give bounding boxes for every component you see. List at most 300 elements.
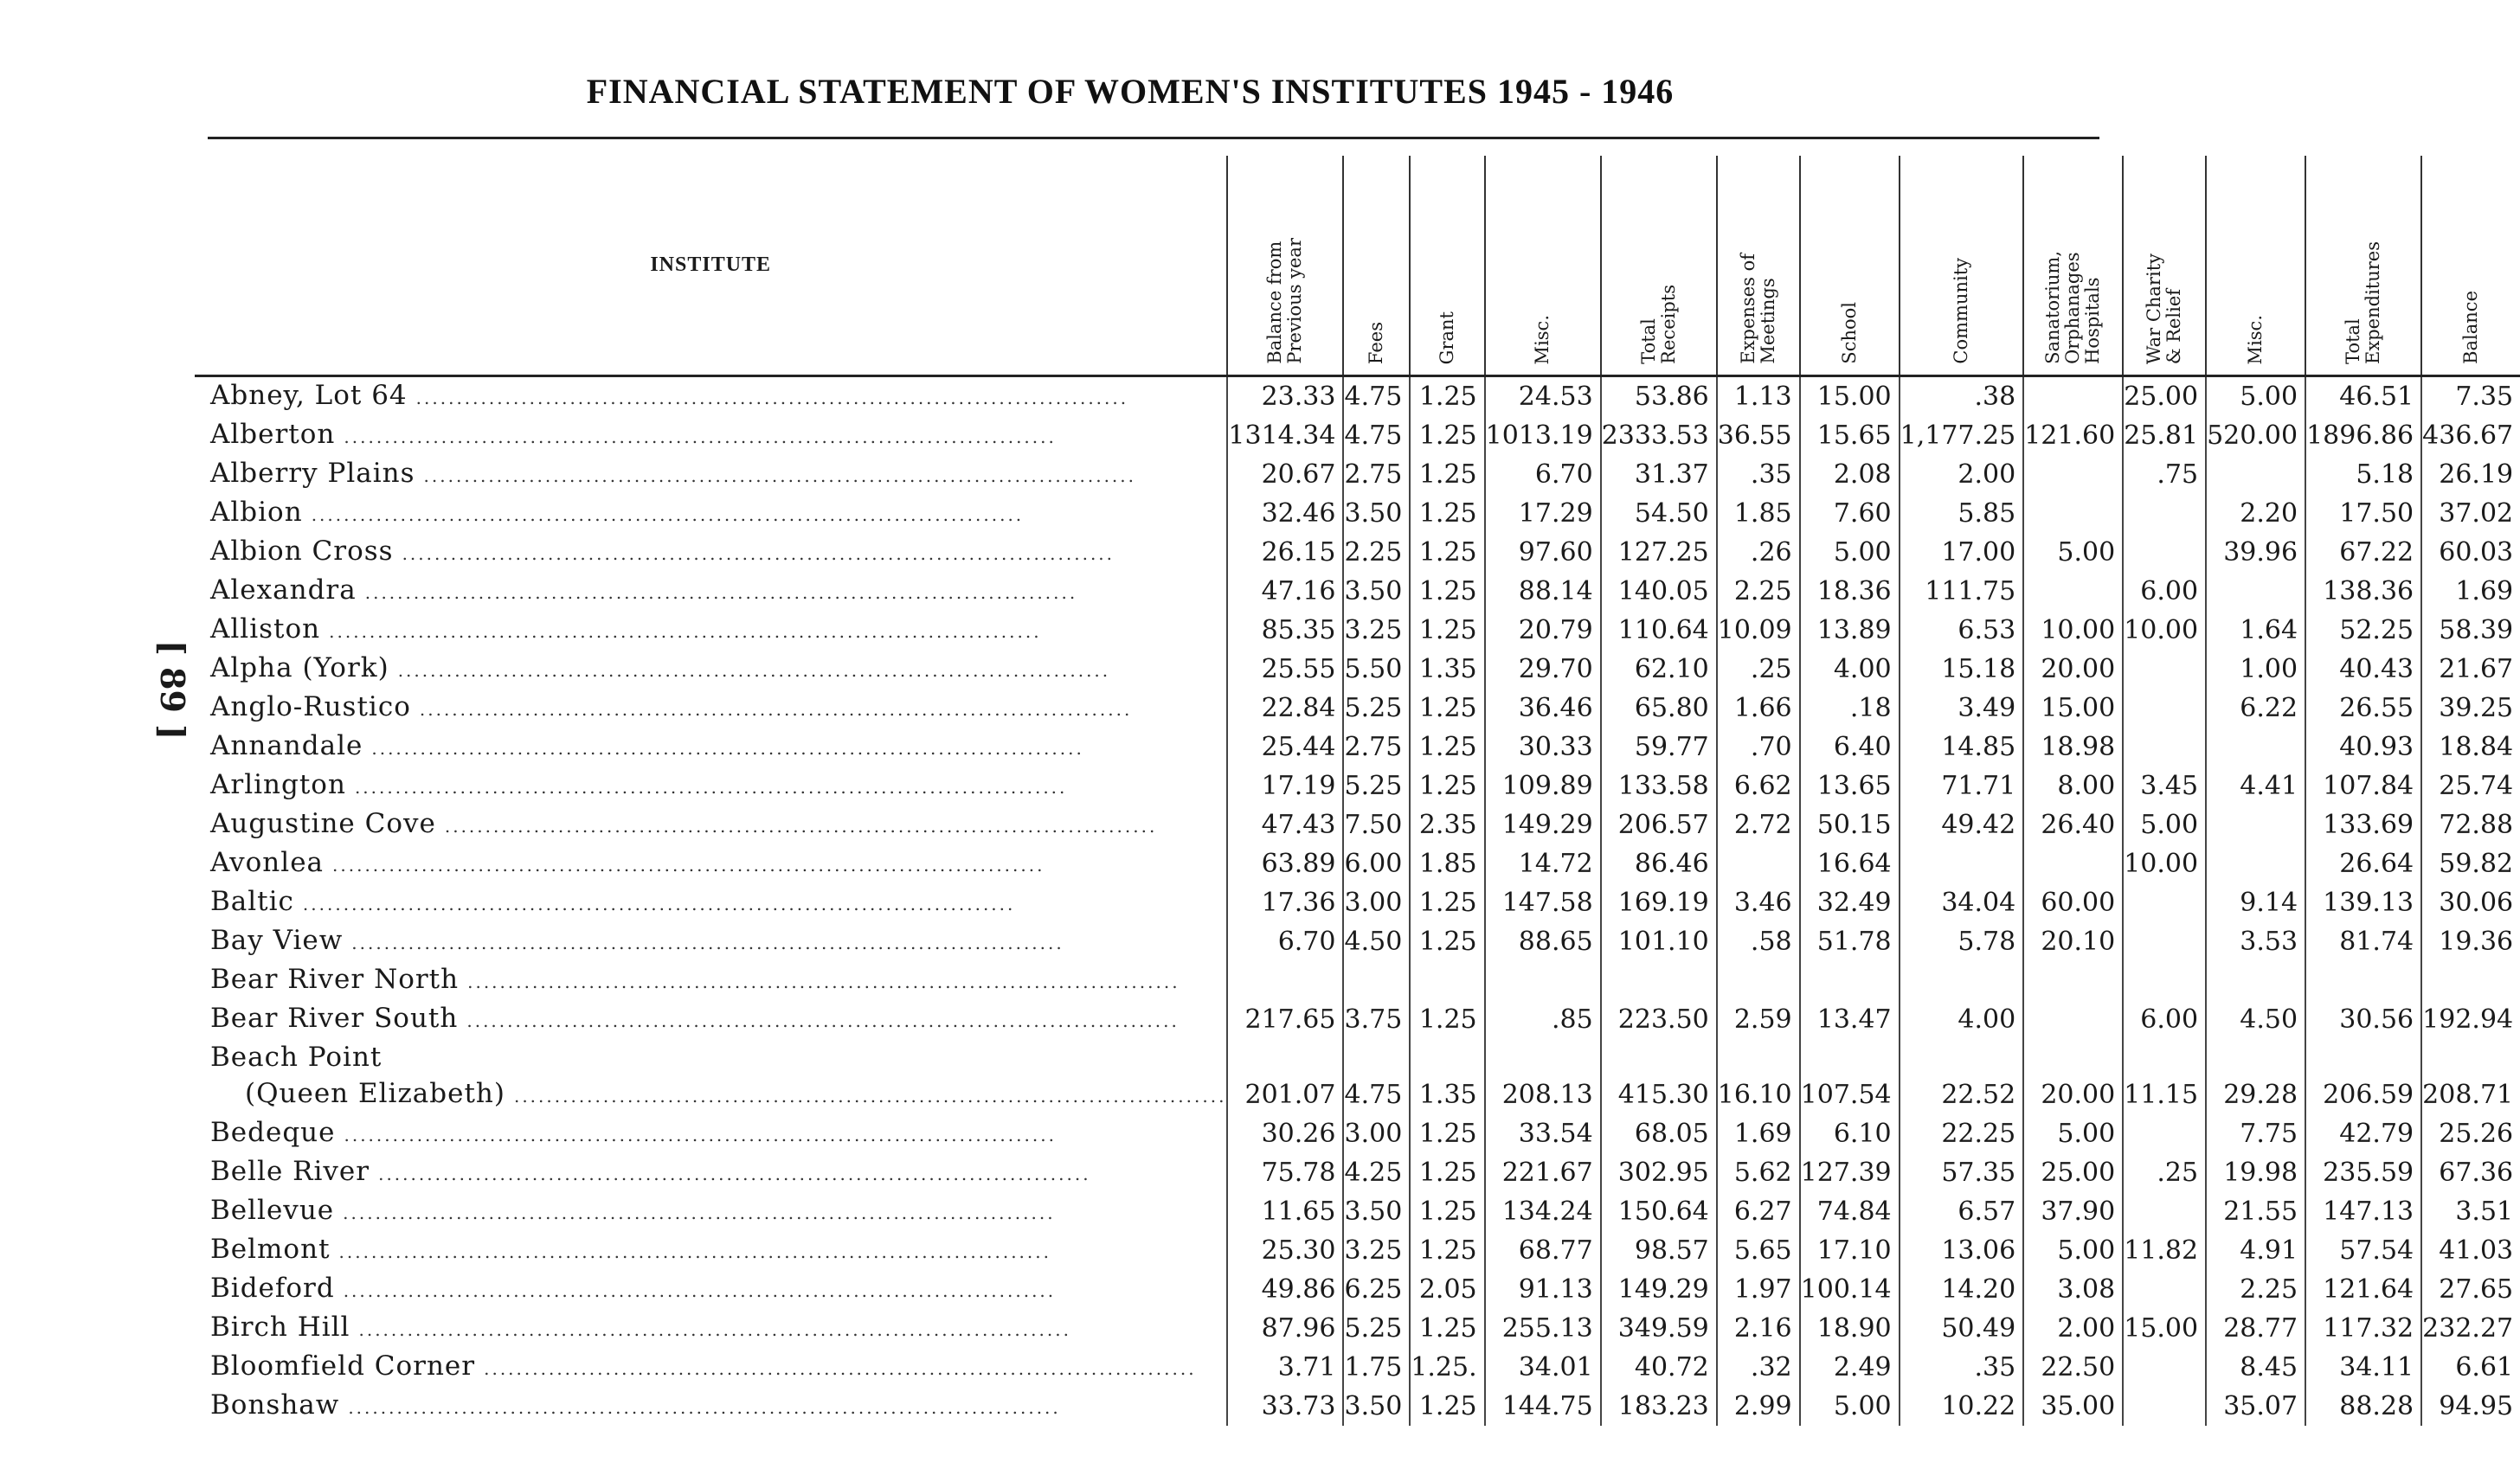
table-row [195,1039,2520,1075]
value-cell [1227,961,1343,1000]
value-cell: 3.50 [1343,572,1410,611]
institute-name: Anglo-Rustico [210,691,411,722]
value-cell: 1.25 [1410,689,1484,728]
value-cell: 22.84 [1227,689,1343,728]
value-cell: 26.15 [1227,533,1343,572]
leader-dots [466,1003,1226,1039]
value-cell: 16.10 [1717,1075,1800,1114]
value-cell: 1.25 [1410,572,1484,611]
value-cell: 147.13 [2305,1192,2421,1231]
value-cell: 121.60 [2023,416,2123,455]
value-cell: 101.10 [1601,922,1717,961]
value-cell: 150.64 [1601,1192,1717,1231]
value-cell [2305,961,2421,1000]
value-cell: 6.27 [1717,1192,1800,1231]
value-cell [2023,1000,2123,1039]
institute-name: Avonlea [210,847,325,878]
institute-name: Beach Point [210,1042,382,1073]
value-cell: 3.50 [1343,1387,1410,1426]
value-cell: 206.59 [2305,1075,2421,1114]
value-cell: 3.50 [1343,494,1410,533]
value-cell: 107.84 [2305,767,2421,805]
institute-name: Abney, Lot 64 [210,380,408,411]
value-cell: 19.36 [2421,922,2520,961]
value-cell: 71.71 [1900,767,2024,805]
value-cell: 65.80 [1601,689,1717,728]
value-cell: 6.61 [2421,1348,2520,1387]
value-cell: 2.59 [1717,1000,1800,1039]
leader-dots [402,536,1227,572]
value-cell: .32 [1717,1348,1800,1387]
value-cell: 32.49 [1800,883,1900,922]
institute-name: Bedeque [210,1117,336,1148]
value-cell: 35.00 [2023,1387,2123,1426]
value-cell [2206,961,2305,1000]
institute-name-cell [195,611,1227,650]
value-cell: 67.22 [2305,533,2421,572]
value-cell: 1,177.25 [1900,416,2024,455]
value-cell: 68.77 [1485,1231,1601,1270]
leader-dots [420,691,1227,728]
value-cell: 3.51 [2421,1192,2520,1231]
value-cell: 13.06 [1900,1231,2024,1270]
value-cell: 50.15 [1800,805,1900,844]
value-cell: 15.65 [1800,416,1900,455]
page-number: [ 89 ] [153,639,193,741]
value-cell: 1.25. [1410,1348,1484,1387]
value-cell: 13.65 [1800,767,1900,805]
value-cell: 98.57 [1601,1231,1717,1270]
value-cell: 2.00 [1900,455,2024,494]
value-cell [2123,961,2206,1000]
value-cell: 4.41 [2206,767,2305,805]
value-cell: 36.55 [1717,416,1800,455]
value-cell [2305,1039,2421,1075]
value-cell: 17.19 [1227,767,1343,805]
value-cell: 2.20 [2206,494,2305,533]
value-cell: 17.36 [1227,883,1343,922]
value-cell: 24.53 [1485,376,1601,417]
value-cell: 91.13 [1485,1270,1601,1309]
value-cell: 34.11 [2305,1348,2421,1387]
value-cell [1717,1039,1800,1075]
table-body [195,376,2520,1427]
institute-name: Belle River [210,1156,370,1187]
value-cell: .25 [1717,650,1800,689]
value-cell: 3.46 [1717,883,1800,922]
value-cell: 20.79 [1485,611,1601,650]
value-cell: 5.25 [1343,1309,1410,1348]
value-cell [2123,533,2206,572]
value-cell: 47.43 [1227,805,1343,844]
value-cell: 68.05 [1601,1114,1717,1153]
institute-name: Arlington [210,769,346,800]
value-cell: 3.53 [2206,922,2305,961]
value-cell: 217.65 [1227,1000,1343,1039]
institute-name: Belmont [210,1234,331,1265]
value-cell [2123,1348,2206,1387]
value-cell: 49.86 [1227,1270,1343,1309]
value-cell: 34.04 [1900,883,2024,922]
value-cell: 30.26 [1227,1114,1343,1153]
value-cell: 1.00 [2206,650,2305,689]
institute-name: Bideford [210,1273,335,1304]
value-cell: 1.25 [1410,416,1484,455]
value-cell: 41.03 [2421,1231,2520,1270]
value-cell: 21.67 [2421,650,2520,689]
institute-name: Bonshaw [210,1389,340,1421]
value-cell: 10.00 [2123,611,2206,650]
value-cell: 5.85 [1900,494,2024,533]
leader-dots [467,964,1226,1000]
value-cell: 49.42 [1900,805,2024,844]
header-institute: INSTITUTE [195,156,1227,376]
value-cell [2023,844,2123,883]
header-grant: Grant [1410,156,1484,376]
value-cell: 5.65 [1717,1231,1800,1270]
institute-name: Annandale [210,730,363,761]
header-fees: Fees [1343,156,1410,376]
value-cell: 415.30 [1601,1075,1717,1114]
financial-table [195,156,2520,1426]
value-cell [2421,1039,2520,1075]
value-cell: 127.25 [1601,533,1717,572]
value-cell: 1.25 [1410,1114,1484,1153]
value-cell: 74.84 [1800,1192,1900,1231]
value-cell: 4.91 [2206,1231,2305,1270]
value-cell: 75.78 [1227,1153,1343,1192]
value-cell: 1.25 [1410,1153,1484,1192]
header-row [195,156,2520,376]
value-cell: 2.49 [1800,1348,1900,1387]
institute-name-cell [195,883,1227,922]
value-cell: 17.50 [2305,494,2421,533]
institute-name-cell [195,1000,1227,1039]
value-cell: 3.00 [1343,883,1410,922]
value-cell: 2.75 [1343,455,1410,494]
value-cell: 8.00 [2023,767,2123,805]
value-cell: 17.29 [1485,494,1601,533]
value-cell: 1.85 [1717,494,1800,533]
value-cell: 169.19 [1601,883,1717,922]
table-row [195,572,2520,611]
institute-name-cell [195,1114,1227,1153]
value-cell: 5.00 [2023,533,2123,572]
value-cell: 20.00 [2023,1075,2123,1114]
value-cell: 86.46 [1601,844,1717,883]
value-cell: 134.24 [1485,1192,1601,1231]
value-cell: 54.50 [1601,494,1717,533]
value-cell: 1.35 [1410,650,1484,689]
value-cell: 8.45 [2206,1348,2305,1387]
value-cell: 1.66 [1717,689,1800,728]
value-cell: 1.25 [1410,1231,1484,1270]
value-cell: 110.64 [1601,611,1717,650]
value-cell: 11.15 [2123,1075,2206,1114]
value-cell: 30.33 [1485,728,1601,767]
value-cell [2206,572,2305,611]
leader-dots [303,886,1227,922]
value-cell [2123,1192,2206,1231]
value-cell: 59.77 [1601,728,1717,767]
value-cell [1601,961,1717,1000]
header-total-receipts: Total Receipts [1601,156,1717,376]
leader-dots [312,497,1227,533]
value-cell: 87.96 [1227,1309,1343,1348]
leader-dots [416,380,1227,416]
table-row [195,1000,2520,1039]
value-cell: 1.13 [1717,376,1800,417]
value-cell: 63.89 [1227,844,1343,883]
value-cell: .70 [1717,728,1800,767]
value-cell: 1.25 [1410,883,1484,922]
value-cell: 349.59 [1601,1309,1717,1348]
value-cell: 1.25 [1410,1309,1484,1348]
value-cell [1601,1039,1717,1075]
value-cell: 1013.19 [1485,416,1601,455]
value-cell: 7.35 [2421,376,2520,417]
value-cell: 5.25 [1343,767,1410,805]
value-cell: 133.69 [2305,805,2421,844]
value-cell [1717,961,1800,1000]
value-cell: 19.98 [2206,1153,2305,1192]
value-cell: 22.50 [2023,1348,2123,1387]
institute-name-cell [195,494,1227,533]
leader-dots [348,1389,1226,1426]
value-cell: 5.18 [2305,455,2421,494]
value-cell [1485,961,1601,1000]
value-cell: 22.25 [1900,1114,2024,1153]
value-cell: 25.74 [2421,767,2520,805]
value-cell: 1.25 [1410,494,1484,533]
value-cell: 60.00 [2023,883,2123,922]
value-cell [1343,1039,1410,1075]
value-cell: 2.08 [1800,455,1900,494]
value-cell [1343,961,1410,1000]
value-cell: 4.75 [1343,416,1410,455]
value-cell: 59.82 [2421,844,2520,883]
value-cell: 33.73 [1227,1387,1343,1426]
value-cell: 3.25 [1343,1231,1410,1270]
value-cell: 81.74 [2305,922,2421,961]
table-row [195,494,2520,533]
value-cell: 20.67 [1227,455,1343,494]
value-cell [2206,805,2305,844]
header-total-expenditures: Total Expenditures [2305,156,2421,376]
institute-name-cell [195,1192,1227,1231]
institute-name: Baltic [210,886,294,917]
value-cell: 109.89 [1485,767,1601,805]
value-cell: 436.67 [2421,416,2520,455]
top-rule [208,137,2099,139]
value-cell: 26.64 [2305,844,2421,883]
value-cell [2206,844,2305,883]
value-cell: 201.07 [1227,1075,1343,1114]
leader-dots [332,847,1226,883]
value-cell: 6.00 [2123,1000,2206,1039]
institute-name-cell [195,1387,1227,1426]
value-cell [1410,961,1484,1000]
institute-name: Alliston [210,613,321,645]
value-cell: 15.18 [1900,650,2024,689]
institute-name-cell [195,1270,1227,1309]
value-cell: 32.46 [1227,494,1343,533]
leader-dots [378,1156,1226,1192]
value-cell: 147.58 [1485,883,1601,922]
table-row [195,611,2520,650]
value-cell [1800,961,1900,1000]
value-cell: 2.75 [1343,728,1410,767]
value-cell [2206,1039,2305,1075]
value-cell: 208.71 [2421,1075,2520,1114]
value-cell: 28.77 [2206,1309,2305,1348]
value-cell: 144.75 [1485,1387,1601,1426]
value-cell: 14.72 [1485,844,1601,883]
value-cell: 208.13 [1485,1075,1601,1114]
institute-name-cell [195,1075,1227,1114]
value-cell: 100.14 [1800,1270,1900,1309]
header-balance-prev: Balance from Previous year [1227,156,1343,376]
value-cell: 2.16 [1717,1309,1800,1348]
value-cell: 50.49 [1900,1309,2024,1348]
institute-name-cell [195,1153,1227,1192]
value-cell: 7.60 [1800,494,1900,533]
value-cell: 20.10 [2023,922,2123,961]
value-cell: 18.84 [2421,728,2520,767]
value-cell: 183.23 [1601,1387,1717,1426]
institute-name-cell [195,416,1227,455]
institute-name: Alberry Plains [210,458,415,489]
table-row [195,1153,2520,1192]
value-cell: 37.02 [2421,494,2520,533]
value-cell: 6.57 [1900,1192,2024,1231]
value-cell: 1.25 [1410,533,1484,572]
value-cell: .75 [2123,455,2206,494]
value-cell: 2.25 [1717,572,1800,611]
table-row [195,1270,2520,1309]
table-row [195,1114,2520,1153]
header-misc-expenditures: Misc. [2206,156,2305,376]
value-cell: 1.25 [1410,1387,1484,1426]
value-cell: 221.67 [1485,1153,1601,1192]
value-cell: 149.29 [1485,805,1601,844]
value-cell: 3.45 [2123,767,2206,805]
value-cell [2206,728,2305,767]
table-row [195,844,2520,883]
value-cell: 30.06 [2421,883,2520,922]
value-cell [2023,1039,2123,1075]
value-cell: 37.90 [2023,1192,2123,1231]
value-cell [1900,844,2024,883]
institute-name-cell [195,922,1227,961]
institute-name: Albion [210,497,303,528]
value-cell: 15.00 [2023,689,2123,728]
value-cell [2023,961,2123,1000]
leader-dots [365,574,1227,611]
value-cell: 52.25 [2305,611,2421,650]
value-cell: 2.05 [1410,1270,1484,1309]
table-row [195,416,2520,455]
value-cell: 1.85 [1410,844,1484,883]
value-cell: 4.00 [1800,650,1900,689]
value-cell: 4.75 [1343,376,1410,417]
value-cell: 33.54 [1485,1114,1601,1153]
value-cell: .18 [1800,689,1900,728]
value-cell [2123,650,2206,689]
value-cell: 47.16 [1227,572,1343,611]
table-row [195,767,2520,805]
value-cell: 25.30 [1227,1231,1343,1270]
value-cell: 1.64 [2206,611,2305,650]
value-cell: 111.75 [1900,572,2024,611]
value-cell: 25.26 [2421,1114,2520,1153]
table-row [195,376,2520,417]
value-cell: 29.70 [1485,650,1601,689]
value-cell: 3.49 [1900,689,2024,728]
value-cell: 6.00 [2123,572,2206,611]
leader-dots [424,458,1227,494]
value-cell [1410,1039,1484,1075]
value-cell [1900,1039,2024,1075]
value-cell: 10.09 [1717,611,1800,650]
value-cell: 62.10 [1601,650,1717,689]
value-cell: 29.28 [2206,1075,2305,1114]
leader-dots [355,769,1226,805]
value-cell [2023,572,2123,611]
value-cell: 3.25 [1343,611,1410,650]
value-cell: 255.13 [1485,1309,1601,1348]
leader-dots [398,652,1227,689]
institute-name-cell [195,1348,1227,1387]
header-war-charity: War Charity & Relief [2123,156,2206,376]
value-cell: 149.29 [1601,1270,1717,1309]
value-cell: 5.00 [1800,1387,1900,1426]
value-cell: 26.55 [2305,689,2421,728]
value-cell: 1896.86 [2305,416,2421,455]
value-cell: 6.70 [1227,922,1343,961]
value-cell: 14.85 [1900,728,2024,767]
leader-dots [329,613,1226,650]
value-cell: 6.62 [1717,767,1800,805]
institute-name-cell [195,844,1227,883]
institute-name: Bellevue [210,1195,335,1226]
value-cell: 4.75 [1343,1075,1410,1114]
value-cell [2123,922,2206,961]
value-cell [1800,1039,1900,1075]
table-row [195,650,2520,689]
value-cell [1900,961,2024,1000]
institute-name: Bear River North [210,964,460,995]
value-cell: 3.50 [1343,1192,1410,1231]
value-cell: 27.65 [2421,1270,2520,1309]
value-cell: 2.99 [1717,1387,1800,1426]
value-cell: 1.25 [1410,728,1484,767]
value-cell: 13.47 [1800,1000,1900,1039]
value-cell: 34.01 [1485,1348,1601,1387]
value-cell [2421,961,2520,1000]
value-cell: 25.81 [2123,416,2206,455]
value-cell: 16.64 [1800,844,1900,883]
institute-name-cell [195,805,1227,844]
value-cell: 1.35 [1410,1075,1484,1114]
leader-dots [344,1117,1226,1153]
value-cell: 21.55 [2206,1192,2305,1231]
value-cell: 302.95 [1601,1153,1717,1192]
value-cell [2123,1387,2206,1426]
value-cell: 31.37 [1601,455,1717,494]
value-cell: 2.35 [1410,805,1484,844]
leader-dots [358,1312,1226,1348]
